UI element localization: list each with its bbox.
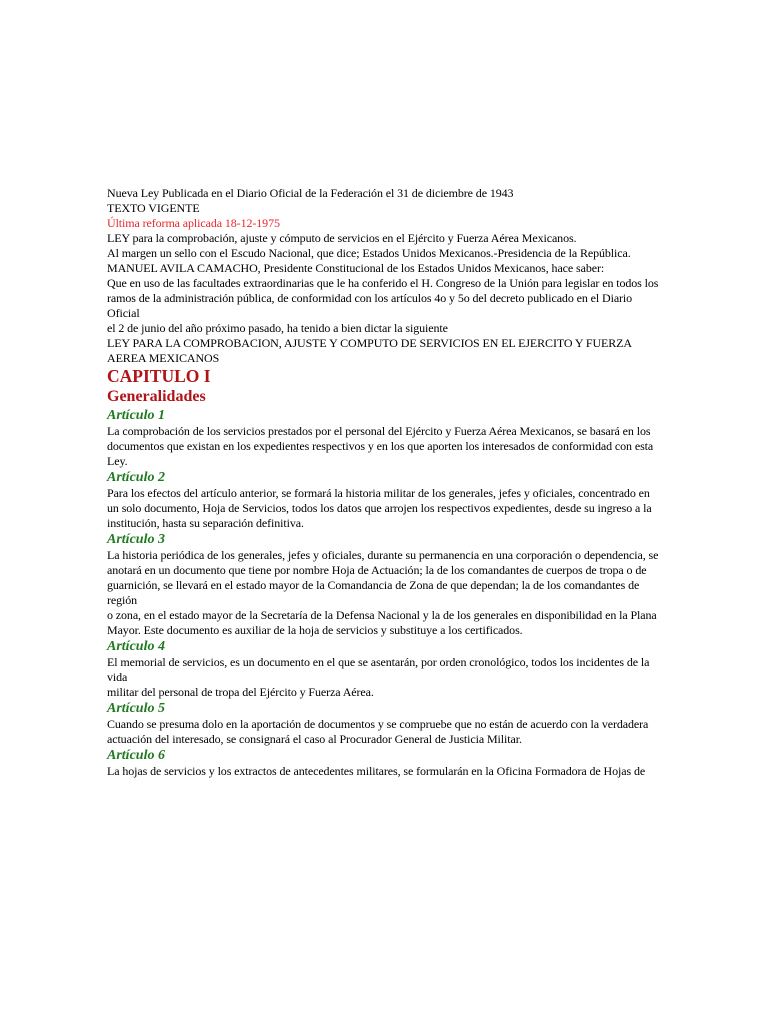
article-text: guarnición, se llevará en el estado mayor de la Comandancia de Zona de que dependan; la de los comandantes de región (107, 578, 640, 607)
article-text: La comprobación de los servicios prestados por el personal del Ejército y Fuerza Aérea Mexicanos, se basará en los documentos que existan en los expedientes respectivos y en los que aporten los interesados de conformidad con esta (107, 424, 654, 453)
chapter-title: CAPITULO I (107, 366, 211, 386)
article-5 (107, 701, 663, 747)
article-heading: Artículo 2 (107, 470, 165, 485)
article-3 (107, 532, 663, 638)
article-1 (107, 408, 663, 469)
article-4 (107, 639, 663, 700)
article-6 (107, 748, 663, 779)
article-heading: Artículo 1 (107, 408, 165, 423)
article-text: Cuando se presuma dolo en la aportación de documentos y se compruebe que no están de acuerdo con la verdadera (107, 717, 649, 731)
law-name-line-2: AEREA MEXICANOS (107, 351, 220, 365)
article-text: La historia periódica de los generales, jefes y oficiales, durante su permanencia en una corporación o dependencia, se (107, 548, 659, 562)
article-text: actuación del interesado, se consignará el caso al Procurador General de Justicia Militar. (107, 732, 522, 746)
status-line: TEXTO VIGENTE (107, 201, 200, 215)
article-heading: Artículo 5 (107, 701, 165, 716)
article-text: o zona, en el estado mayor de la Secretaría de la Defensa Nacional y la de los generales en disponibilidad en la Plana (107, 608, 657, 622)
reform-note: Última reforma aplicada 18-12-1975 (107, 216, 280, 230)
preamble-line-3: el 2 de junio del año próximo pasado, ha tenido a bien dictar la siguiente (107, 321, 448, 335)
article-heading: Artículo 3 (107, 532, 165, 547)
article-heading: Artículo 4 (107, 639, 165, 654)
article-text: El memorial de servicios, es un documento en el que se asentarán, por orden cronológico, todos los incidentes de la vida (107, 655, 650, 684)
seal-line: Al margen un sello con el Escudo Nacional, que dice; Estados Unidos Mexicanos.-Presidencia de la República. (107, 246, 631, 260)
preamble-line-1: Que en uso de las facultades extraordinarias que le ha conferido el H. Congreso de la Unión para legislar en todos los (107, 276, 659, 290)
preamble-line-2: ramos de la administración pública, de conformidad con los artículos 4o y 5o del decreto publicado en el Diario Oficial (107, 291, 633, 320)
article-text: Ley. (107, 454, 128, 468)
law-name-line-1: LEY PARA LA COMPROBACION, AJUSTE Y COMPUTO DE SERVICIOS EN EL EJERCITO Y FUERZA (107, 336, 632, 350)
law-title-line: LEY para la comprobación, ajuste y cómputo de servicios en el Ejército y Fuerza Aérea Mexicanos. (107, 231, 577, 245)
article-text: La hojas de servicios y los extractos de antecedentes militares, se formularán en la Oficina Formadora de Hojas de (107, 764, 646, 778)
article-text: Mayor. Este documento es auxiliar de la hoja de servicios y substituye a los certificados. (107, 623, 523, 637)
article-heading: Artículo 6 (107, 748, 165, 763)
publication-line: Nueva Ley Publicada en el Diario Oficial de la Federación el 31 de diciembre de 1943 (107, 186, 514, 200)
document-body (107, 186, 663, 779)
article-text: anotará en un documento que tiene por nombre Hoja de Actuación; la de los comandantes de cuerpos de tropa o de (107, 563, 647, 577)
article-text: Para los efectos del artículo anterior, se formará la historia militar de los generales, jefes y oficiales, concentrado en un solo documento, Hoja de Servicios, todos los datos que arrojen los respectivos expedientes, desde su ingreso a la institución, hasta su separación definitiva. (107, 486, 652, 530)
article-2 (107, 470, 663, 531)
president-line: MANUEL AVILA CAMACHO, Presidente Constitucional de los Estados Unidos Mexicanos, hace saber: (107, 261, 605, 275)
chapter-subtitle: Generalidades (107, 388, 206, 405)
article-text: militar del personal de tropa del Ejército y Fuerza Aérea. (107, 685, 374, 699)
